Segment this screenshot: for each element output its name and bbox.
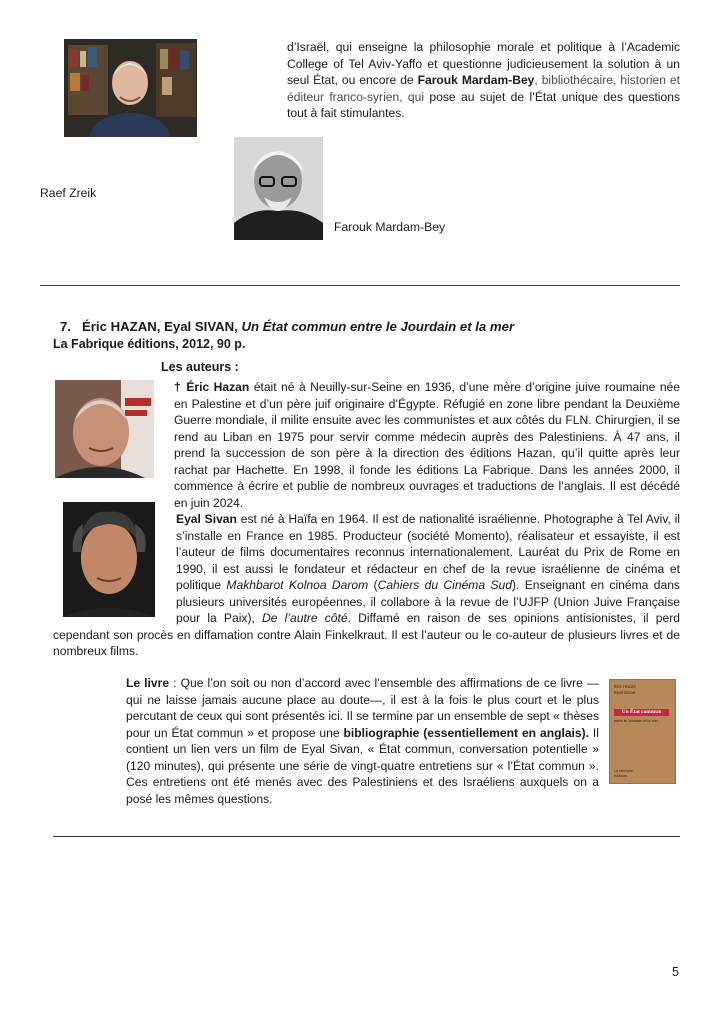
book-description <box>126 675 599 807</box>
section-publisher: La Fabrique éditions, 2012, 90 p. <box>53 337 246 351</box>
book-cover-authors: Éric Hazan Eyal Sivan <box>614 684 637 695</box>
divider-top <box>40 285 680 286</box>
caption-raef-zreik: Raef Zreik <box>40 186 97 200</box>
section-title: Un État commun entre le Jourdain et la mer <box>241 319 515 334</box>
book-text-2: Il contient un lien vers un film de Eyal Sivan, « État commun, conversation potentielle » (120 minutes), qui présente une série de vingt-quatre entretiens sur « l’État commun ». Ces entretiens ont été menés avec des Palestiniens et des Israéliens auxquels on a posé les mêmes questions. <box>126 725 599 806</box>
book-bibliography: bibliographie (essentiellement en anglais). <box>343 725 590 740</box>
intro-text-2: , bibliothécaire, historien et éditeur franco-syrien, qui <box>287 73 680 104</box>
intro-text-3: pose au sujet de l’État unique des questions tout à fait stimulantes. <box>287 89 680 120</box>
divider-bottom <box>53 836 680 837</box>
book-cover-subtitle: entre le Jourdain et la mer <box>614 719 659 723</box>
intro-name-bold: Farouk Mardam-Bey <box>417 73 535 87</box>
hazan-name: Éric Hazan <box>186 380 250 394</box>
book-cover <box>609 679 676 784</box>
sivan-magazine-3: De l’autre côté <box>262 611 348 625</box>
book-text-1: : Que l’on soit ou non d’accord avec l’ensemble des affirmations de ce livre —qui ne laisse jamais aucune place au doute—, il est à la fois le plus court et le plus percutant de ceux qui sont présentés ici. Il se termine par un ensemble de sept « thèses pour un État commun » et propose une <box>126 676 599 740</box>
sivan-magazine-2: Cahiers du Cinéma Sud <box>377 578 512 592</box>
caption-farouk-mardam-bey: Farouk Mardam-Bey <box>334 220 446 234</box>
sivan-bio <box>53 511 680 660</box>
sivan-photo-spacer <box>53 511 176 626</box>
section-heading <box>60 319 514 334</box>
hazan-bio <box>174 379 680 511</box>
section-number: 7. <box>60 319 71 334</box>
book-cover-title: Un État commun <box>614 709 669 716</box>
intro-paragraph <box>287 39 680 122</box>
photo-farouk-mardam-bey <box>234 137 323 240</box>
photo-raef-zreik <box>64 39 197 137</box>
sivan-bio-2: ( <box>368 578 378 592</box>
photo-eric-hazan <box>55 380 154 478</box>
book-cover-publisher: La fabrique éditions <box>614 769 633 778</box>
book-label: Le livre <box>126 676 170 690</box>
sivan-name: Eyal Sivan <box>176 512 237 526</box>
sivan-bio-4: . Diffamé en raison de ses opinions antisionistes, il perd cependant son procès en diffamation contre Alain Finkelkraut. Il est l’auteur ou le co-auteur de plusieurs livres et de nombreux films. <box>53 611 680 658</box>
sivan-bio-3: ). Enseignant en cinéma dans plusieurs universités européennes, il collabore à la revue de l’UJFP (Union Juive Française pour la Paix), <box>176 578 680 625</box>
hazan-bio-text: était né à Neuilly-sur-Seine en 1936, d’une mère d’origine juive roumaine née en Palestine et d’un père juif originaire d’Égypte. Réfugié en zone libre pendant la Deuxième Guerre mondiale, il milite ensuite avec les communistes et aux côtés du FLN. Chirurgien, il se rend au Liban en 1975 pour servir comme médecin auprès des Palestiniens. À 47 ans, il prend la succession de son père à la direction des éditions Hazan, qu’il quitte après leur rachat par Hachette. En 1998, il fonde les éditions La Fabrique. Dans les années 2000, il commence à écrire et publie de nombreux ouvrages et traductions de l’anglais. Il est décédé en juin 2024. <box>174 380 680 510</box>
page-number: 5 <box>672 965 679 979</box>
authors-heading: Les auteurs : <box>161 360 239 374</box>
sivan-bio-1: est né à Haïfa en 1964. Il est de nationalité israélienne. Photographe à Tel Aviv, il s’installe en France en 1985. Producteur (société Momento), réalisateur et essayiste, il est l’auteur de films documentaires reconnus internationalement. Lauréat du Prix de Rome en 1990, il est aussi le fondateur et rédacteur en chef de la revue israélienne de cinéma et politique <box>176 512 680 592</box>
intro-text-1: d’Israël, qui enseigne la philosophie morale et politique à l’Academic College of Tel Aviv-Yaffo et questionne judicieusement la solution à un seul État, ou encore de <box>287 40 680 87</box>
cross-mark: † <box>174 380 182 394</box>
section-authors: Éric HAZAN, Eyal SIVAN, <box>82 319 242 334</box>
sivan-magazine-1: Makhbarot Kolnoa Darom <box>226 578 369 592</box>
